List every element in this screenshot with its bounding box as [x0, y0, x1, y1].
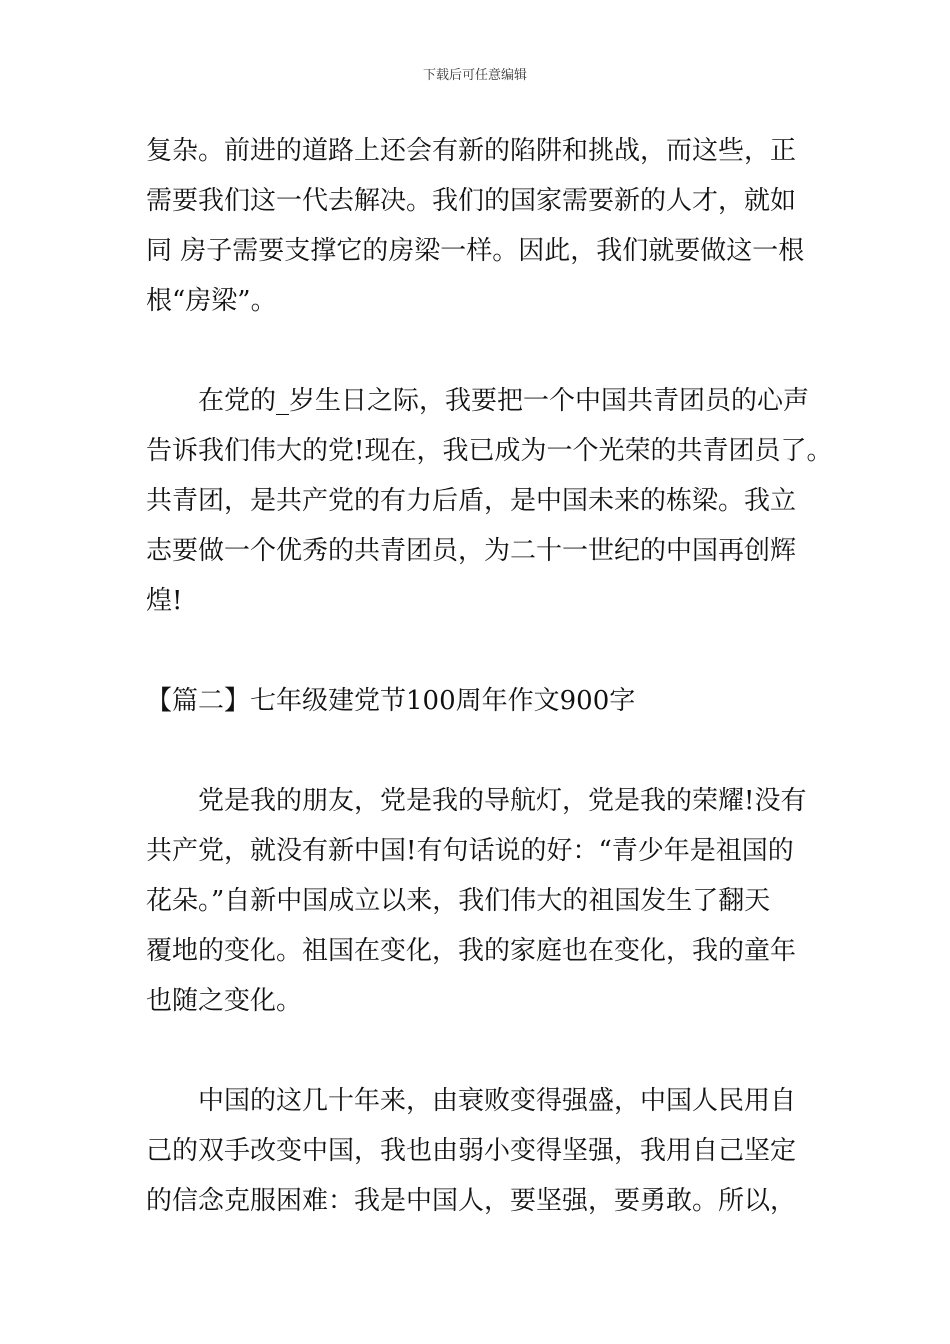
- text-line: 煌!: [146, 586, 183, 616]
- text-line: 花朵。”自新中国成立以来，我们伟大的祖国发生了翻天: [146, 886, 771, 916]
- text-line: 需要我们这一代去解决。我们的国家需要新的人才，就如: [146, 186, 797, 216]
- page-header: 下载后可任意编辑: [422, 68, 527, 83]
- text-line: 己的双手改变中国，我也由弱小变得坚强，我用自己坚定: [146, 1136, 797, 1166]
- text-line: 覆地的变化。祖国在变化，我的家庭也在变化，我的童年: [146, 936, 797, 966]
- text-line: 告诉我们伟大的党!现在，我已成为一个光荣的共青团员了。: [146, 436, 833, 466]
- text-line: 志要做一个优秀的共青团员，为二十一世纪的中国再创辉: [146, 536, 797, 566]
- text-line: 在党的_岁生日之际，我要把一个中国共青团员的心声: [198, 386, 810, 416]
- text-line: 中国的这几十年来，由衰败变得强盛，中国人民用自: [198, 1086, 797, 1116]
- text-line: 共产党，就没有新中国!有句话说的好：“青少年是祖国的: [146, 836, 794, 866]
- text-line: 根“房梁”。: [146, 286, 277, 316]
- paragraph-gap: [146, 326, 826, 376]
- paragraph-gap: [146, 626, 826, 676]
- section-title: 【篇二】七年级建党节100周年作文900字: [146, 686, 636, 716]
- document-body: [146, 126, 833, 1226]
- section-heading: [146, 676, 826, 726]
- paragraph-gap: [146, 1026, 826, 1076]
- text-line: 也随之变化。: [146, 986, 303, 1016]
- text-line: 共青团，是共产党的有力后盾，是中国未来的栋梁。我立: [146, 486, 797, 516]
- text-line: 同 房子需要支撑它的房梁一样。因此，我们就要做这一根: [146, 236, 805, 266]
- text-line: 的信念克服困难：我是中国人，要坚强，要勇敢。所以，: [146, 1186, 797, 1216]
- text-line: 复杂。前进的道路上还会有新的陷阱和挑战，而这些，正: [146, 136, 797, 166]
- paragraph-gap: [146, 726, 826, 776]
- paragraph-2: [146, 376, 833, 626]
- paragraph-1: [146, 126, 826, 326]
- paragraph-4: [146, 1076, 826, 1226]
- paragraph-3: [146, 776, 826, 1026]
- text-line: 党是我的朋友，党是我的导航灯，党是我的荣耀!没有: [198, 786, 807, 816]
